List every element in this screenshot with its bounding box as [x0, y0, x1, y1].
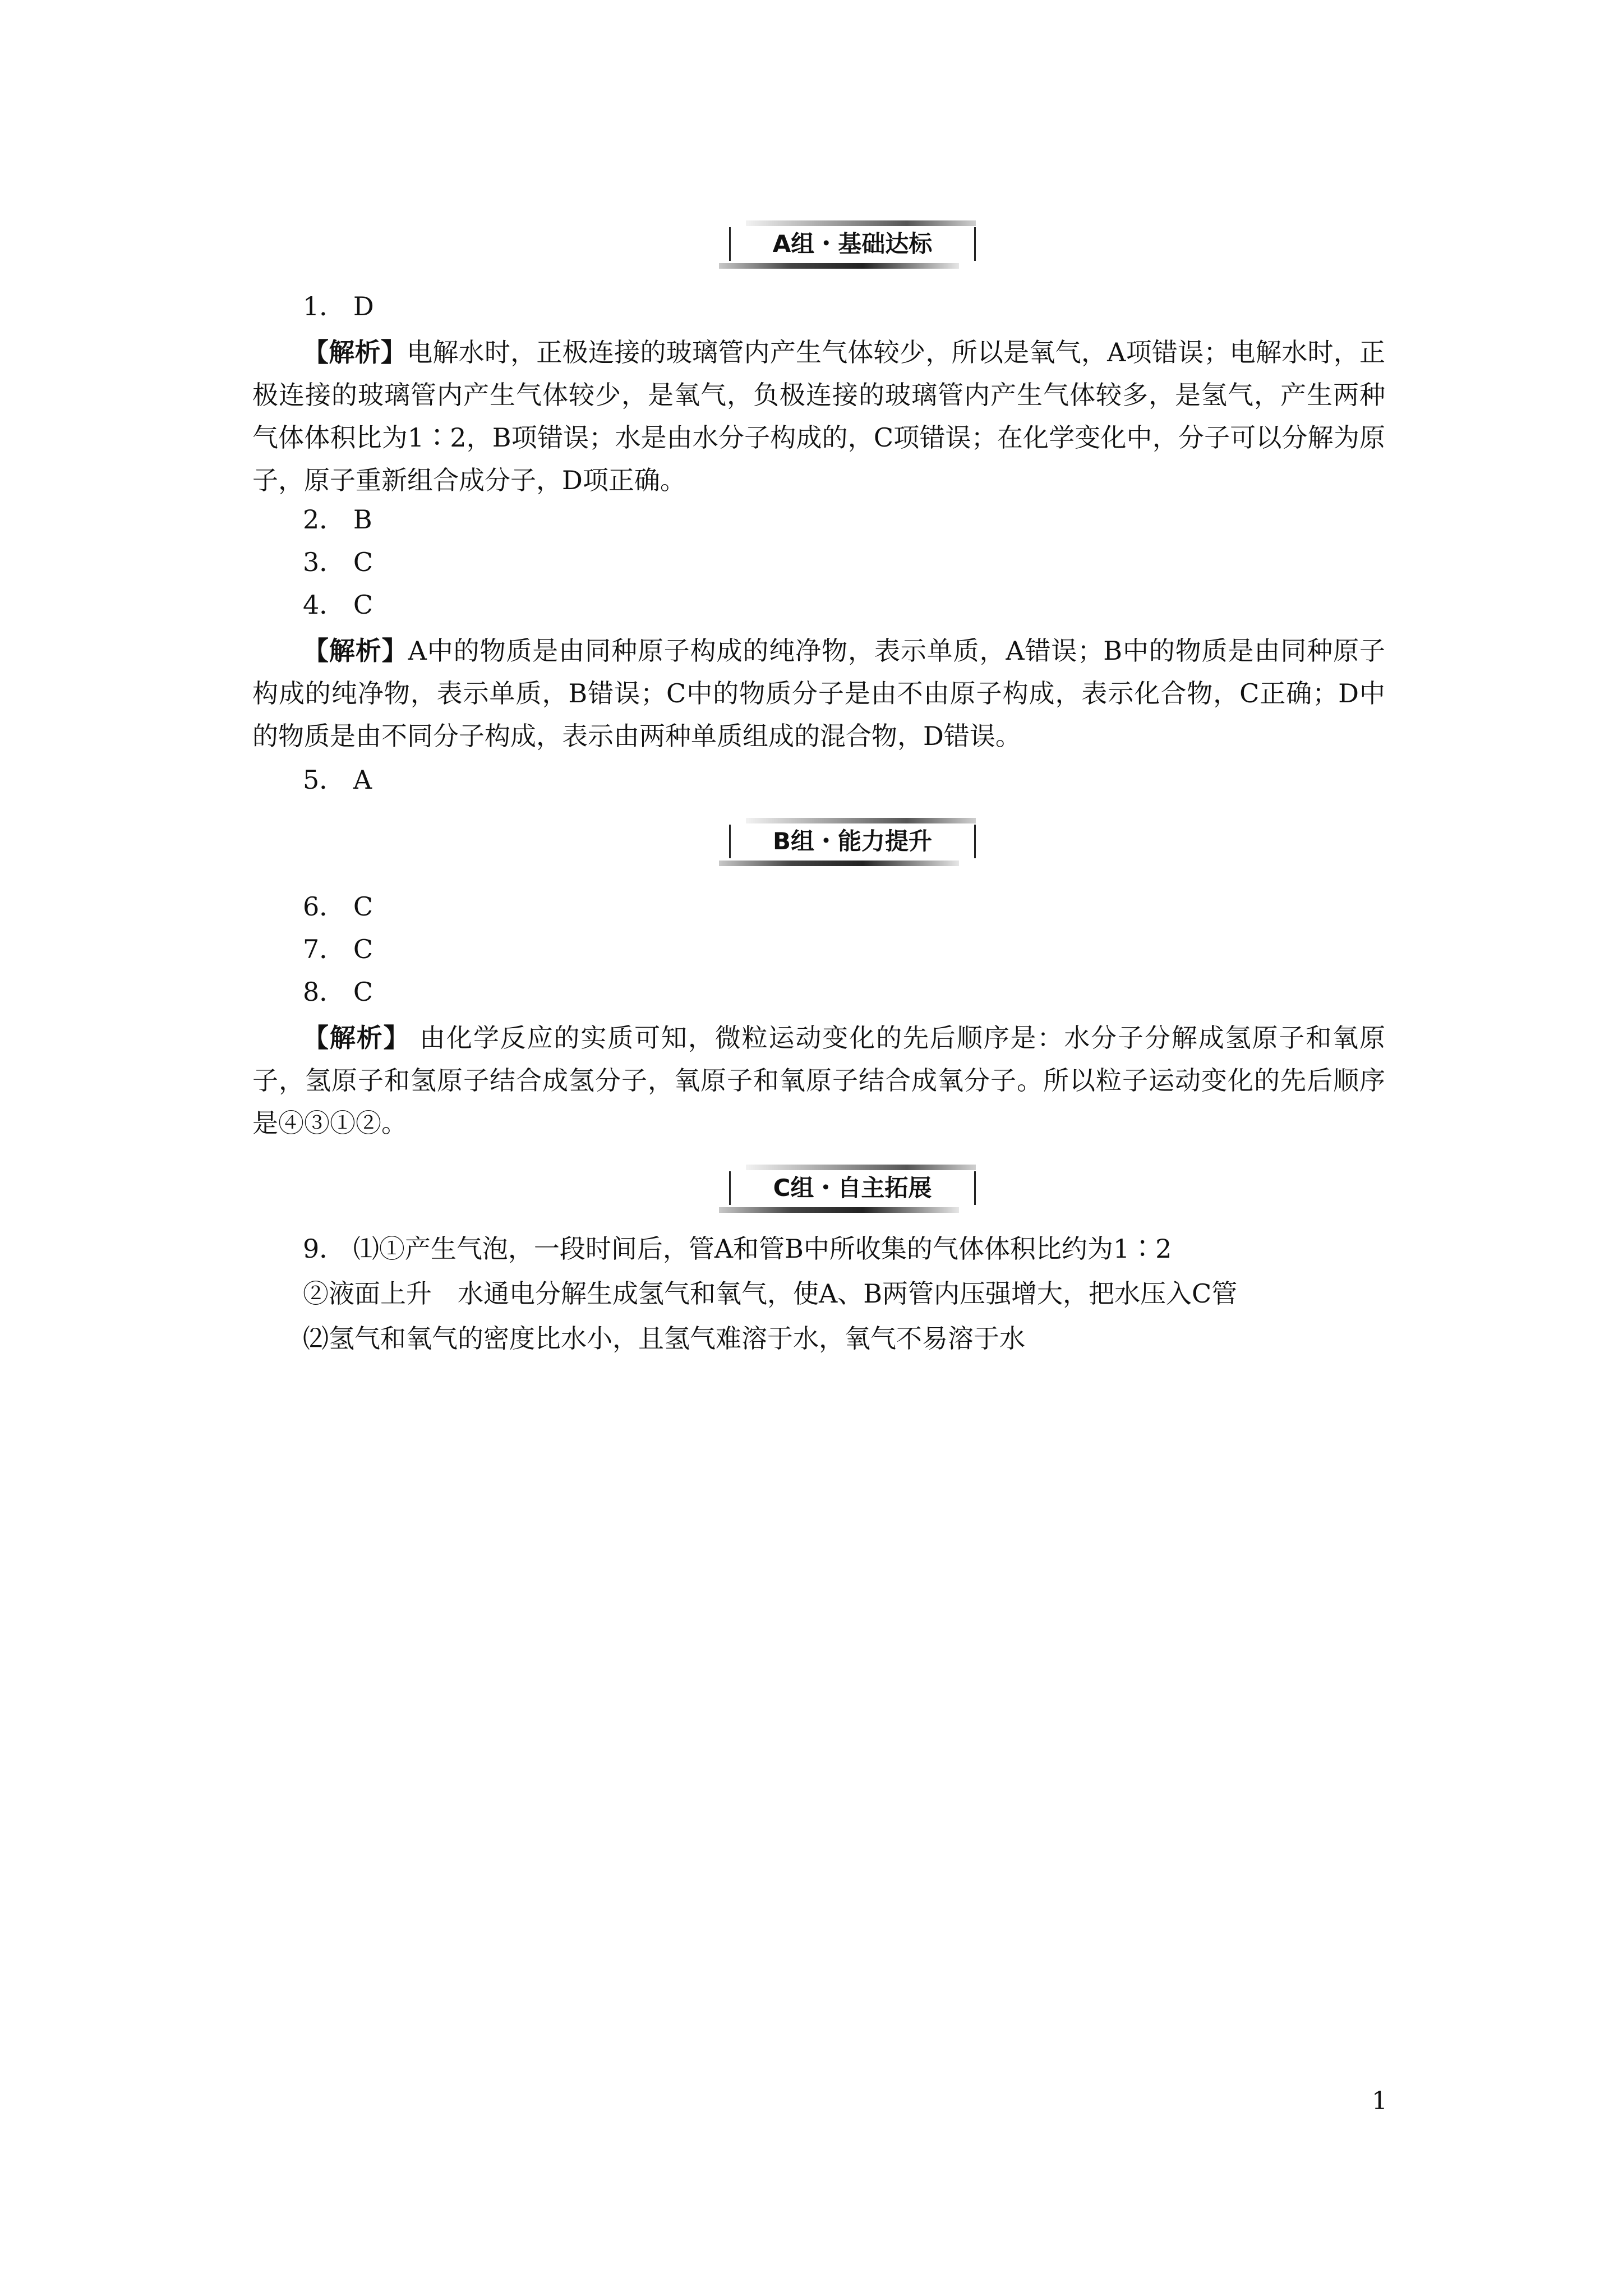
header-rule-top	[746, 1165, 976, 1170]
header-rule-bottom	[719, 1207, 959, 1213]
page-number: 1	[1372, 2087, 1387, 2115]
section-a-title: A组・基础达标	[772, 230, 933, 257]
answer-9-line-1: 9． ⑴①产生气泡，一段时间后，管A和管B中所收集的气体体积比约为1∶2	[303, 1234, 1172, 1264]
analysis-text: A中的物质是由同种原子构成的纯净物，表示单质，A错误；B中的物质是由同种原子构成的纯净物，表示单质，B错误；C中的物质分子是由不由原子构成，表示化合物，C正确；D中的物质是由不同分子构成，表示由两种单质组成的混合物，D错误。	[252, 636, 1385, 751]
answer-6: 6． C	[303, 891, 374, 922]
header-rule-top	[746, 220, 976, 226]
analysis-4	[252, 629, 1385, 757]
header-rule-bottom	[719, 263, 959, 269]
analysis-tag: 【解析】	[303, 636, 408, 666]
section-b-header	[729, 825, 976, 858]
analysis-8	[252, 1016, 1385, 1144]
analysis-text: 电解水时，正极连接的玻璃管内产生气体较少，所以是氧气，A项错误；电解水时，正极连接的玻璃管内产生气体较少，是氧气，负极连接的玻璃管内产生气体较多，是氢气，产生两种气体体积比为1∶2，B项错误；水是由水分子构成的，C项错误；在化学变化中，分子可以分解为原子，原子重新组合成分子，D项正确。	[252, 337, 1385, 495]
answer-9-line-3: ⑵氢气和氧气的密度比水小，且氢气难溶于水，氧气不易溶于水	[303, 1323, 1025, 1354]
section-c-header	[729, 1171, 976, 1205]
section-b-title: B组・能力提升	[772, 827, 932, 855]
answer-1: 1． D	[303, 291, 374, 321]
analysis-text: 由化学反应的实质可知，微粒运动变化的先后顺序是：水分子分解成氢原子和氧原子，氢原子和氢原子结合成氢分子，氧原子和氧原子结合成氧分子。所以粒子运动变化的先后顺序是④③①②。	[252, 1023, 1386, 1138]
header-rule-top	[746, 818, 976, 823]
answer-2: 2． B	[303, 504, 372, 535]
answer-3: 3． C	[303, 547, 374, 577]
answer-9-line-2: ②液面上升 水通电分解生成氢气和氧气，使A、B两管内压强增大，把水压入C管	[303, 1278, 1238, 1309]
answer-7: 7． C	[303, 934, 374, 964]
section-c-title: C组・自主拓展	[773, 1174, 932, 1202]
header-rule-bottom	[719, 861, 959, 866]
answer-4: 4． C	[303, 590, 374, 620]
answer-8: 8． C	[303, 977, 374, 1007]
section-a-header	[729, 227, 976, 261]
analysis-1	[252, 331, 1385, 501]
analysis-tag: 【解析】	[303, 337, 407, 367]
answer-5: 5． A	[303, 765, 372, 795]
analysis-tag: 【解析】	[303, 1023, 411, 1053]
